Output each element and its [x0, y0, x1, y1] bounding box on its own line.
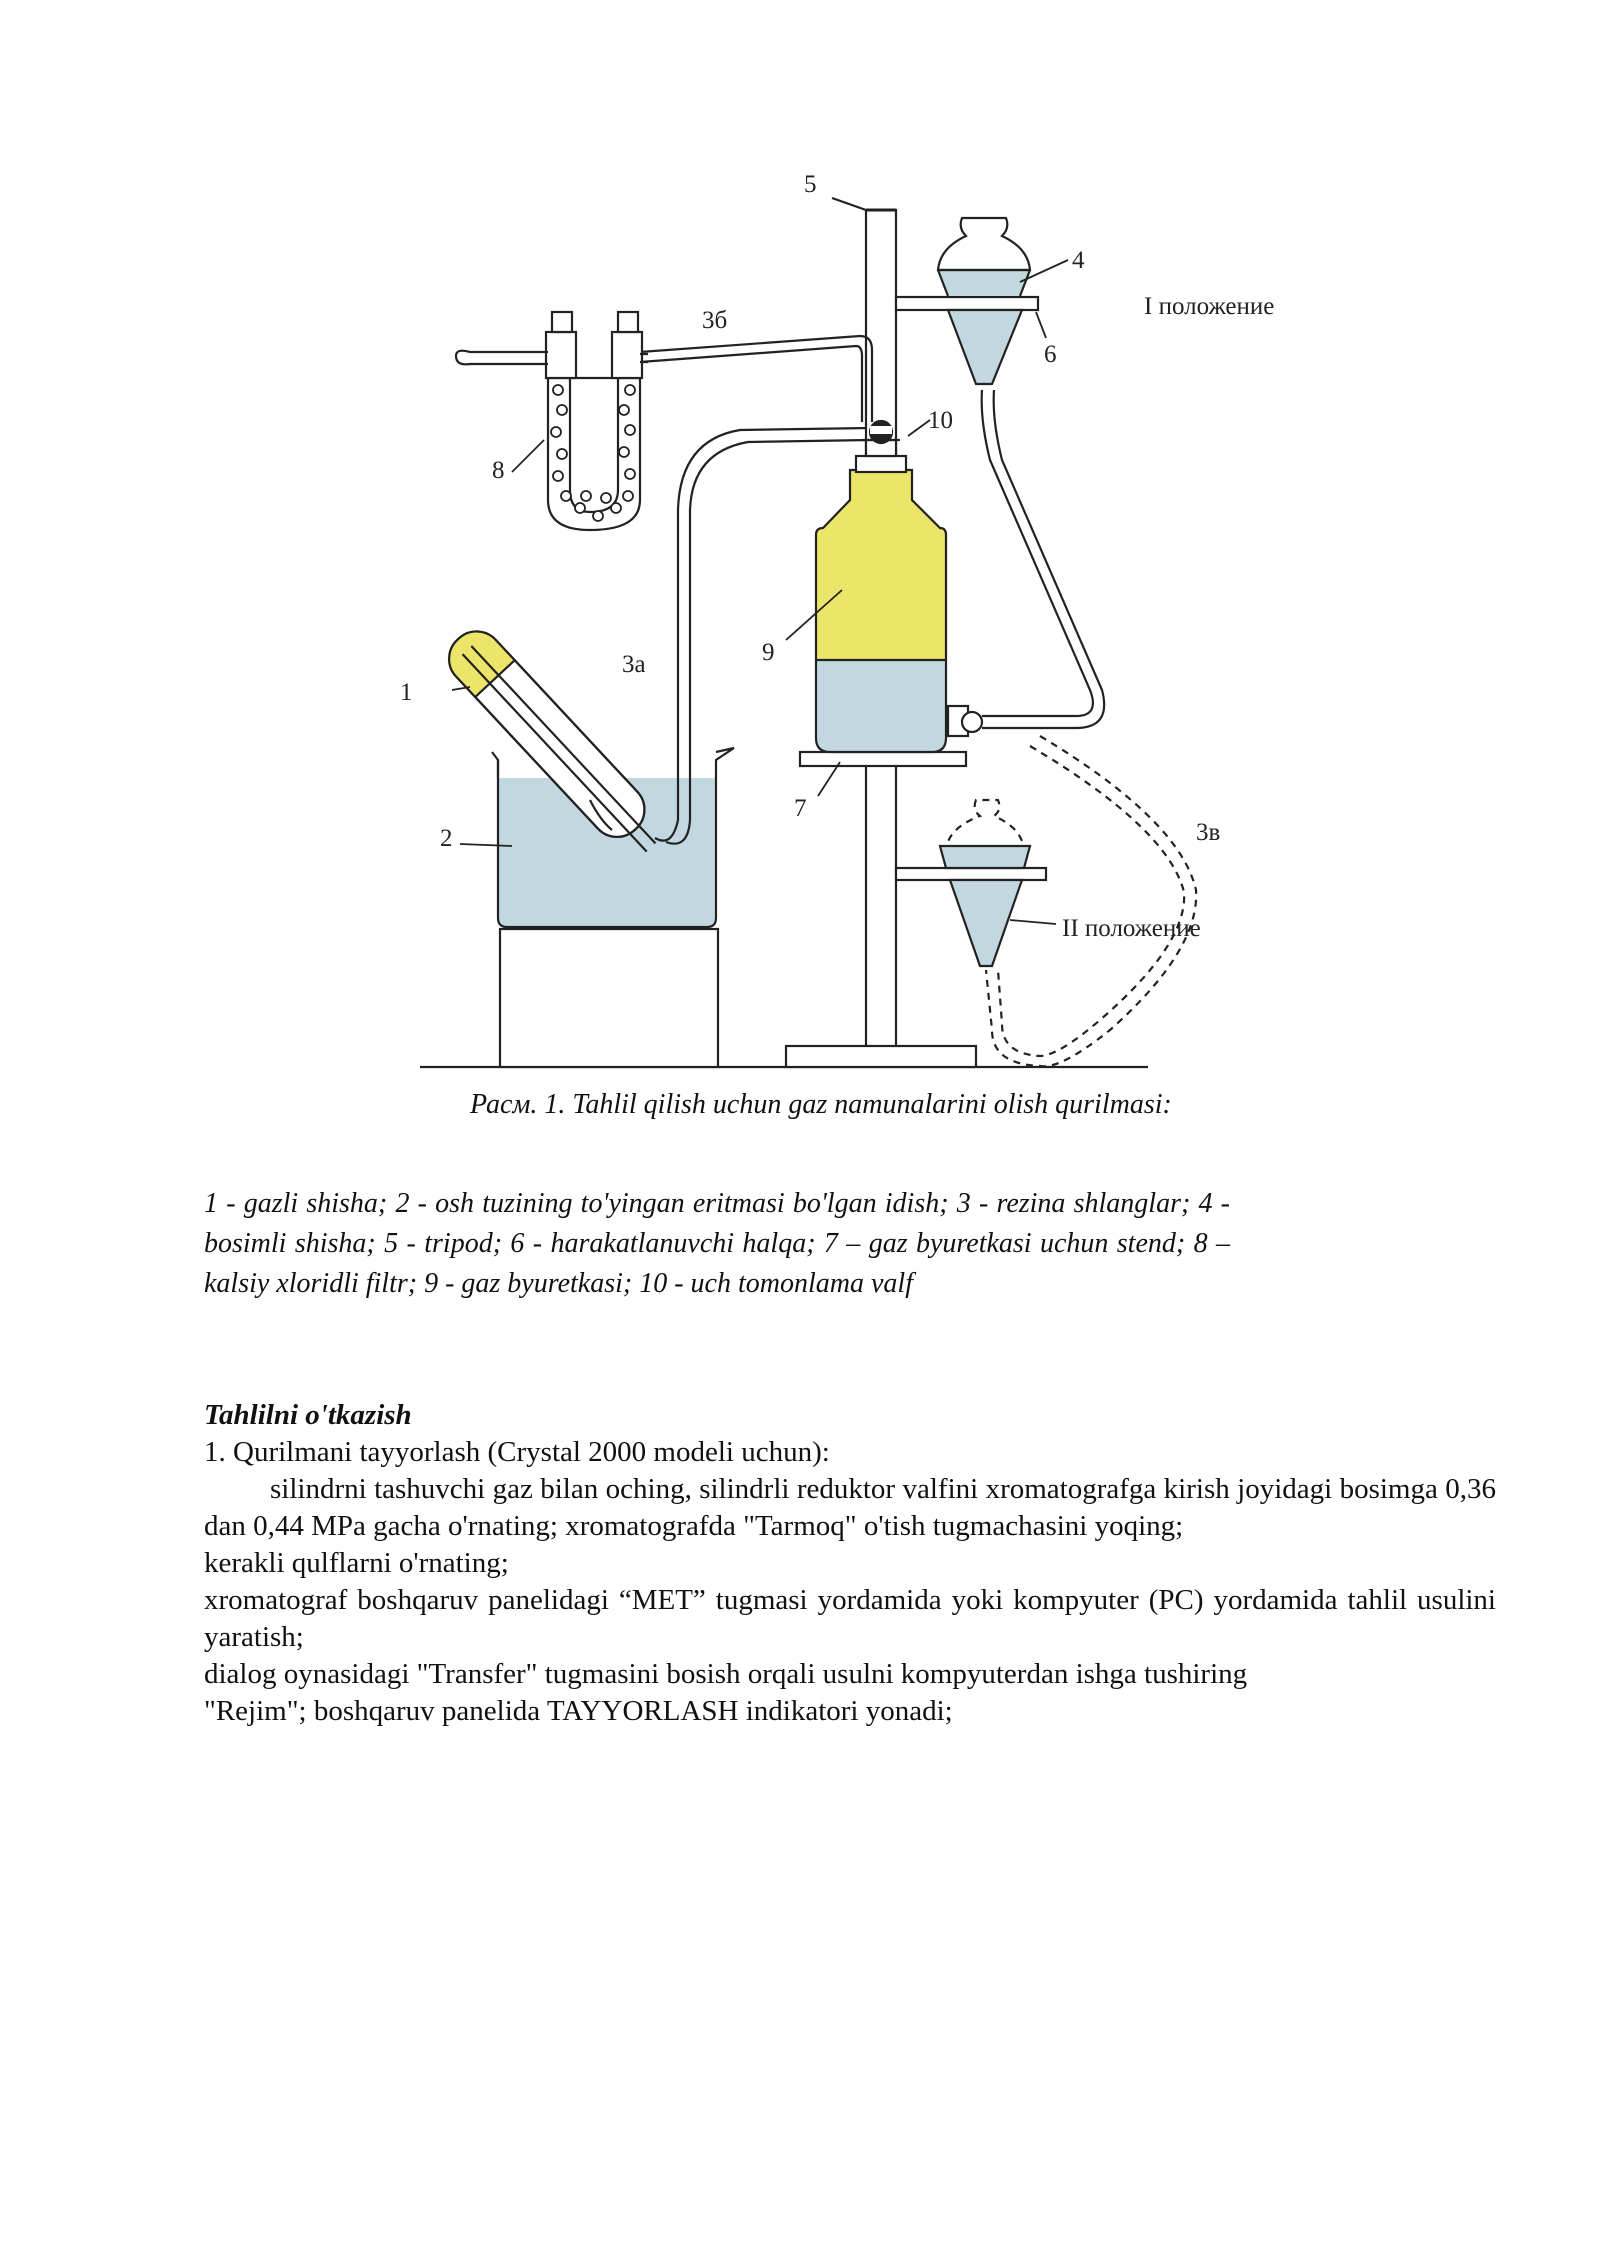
label-10: 10 — [928, 407, 953, 434]
pressure-bottle-position-2 — [940, 800, 1030, 966]
section-title: Tahlilni o'tkazish — [204, 1399, 412, 1431]
label-2: 2 — [440, 825, 453, 852]
apparatus-diagram — [0, 0, 1600, 1100]
paragraph-4: dialog oynasidagi "Transfer" tugmasini bosish orqali usulni kompyuterdan ishga tushiring — [204, 1658, 1248, 1690]
figure-legend: 1 - gazli shisha; 2 - osh tuzining to'yingan eritmasi bo'lgan idish; 3 - rezina shlanglar; 4 - bosimli shisha; 5 - tripod; 6 - harakatlanuvchi halqa; 7 – gaz byuretkasi uchun stend; 8 – kalsiy xloridli filtr; 9 - gaz byuretkasi; 10 - uch tomonlama valf — [204, 1188, 1230, 1299]
tripod-base — [786, 1046, 976, 1067]
section-body — [204, 1434, 1496, 1730]
label-8: 8 — [492, 457, 505, 484]
ring-position-2 — [896, 868, 1046, 880]
movable-ring-6 — [896, 297, 1038, 310]
label-9: 9 — [762, 639, 775, 666]
position-1-label: I положение — [1144, 293, 1275, 320]
paragraph-3: xromatograf boshqaruv panelidagi “MET” tugmasi yordamida yoki kompyuter (PC) yordamida tahlil usulini yaratish; — [204, 1584, 1496, 1653]
label-4: 4 — [1072, 247, 1085, 274]
label-3a: 3а — [622, 651, 646, 678]
paragraph-2: kerakli qulflarni o'rnating; — [204, 1547, 509, 1579]
position-2-label: II положение — [1062, 915, 1201, 942]
step-heading: 1. Qurilmani tayyorlash (Crystal 2000 modeli uchun): — [204, 1436, 830, 1468]
paragraph-1: silindrni tashuvchi gaz bilan oching, silindrli reduktor valfini xromatografga kirish joyidagi bosimga 0,36 dan 0,44 MPa gacha o'rnating; xromatografda "Tarmoq" o'tish tugmachasini yoqing; — [204, 1473, 1496, 1542]
calcium-chloride-filter-8 — [456, 312, 648, 530]
label-1: 1 — [400, 679, 413, 706]
burette-stand-7 — [800, 752, 966, 766]
label-6: 6 — [1044, 341, 1057, 368]
label-7: 7 — [794, 795, 807, 822]
label-5: 5 — [804, 171, 817, 198]
paragraph-5: "Rejim"; boshqaruv panelida TAYYORLASH indikatori yonadi; — [204, 1695, 953, 1727]
label-3b: 3б — [702, 307, 728, 334]
hose-3b — [640, 336, 872, 422]
label-3v: 3в — [1196, 819, 1221, 846]
figure-caption: Расм. 1. Tahlil qilish uchun gaz namunalarini olish qurilmasi: — [470, 1089, 1172, 1120]
beaker-platform — [500, 929, 718, 1067]
